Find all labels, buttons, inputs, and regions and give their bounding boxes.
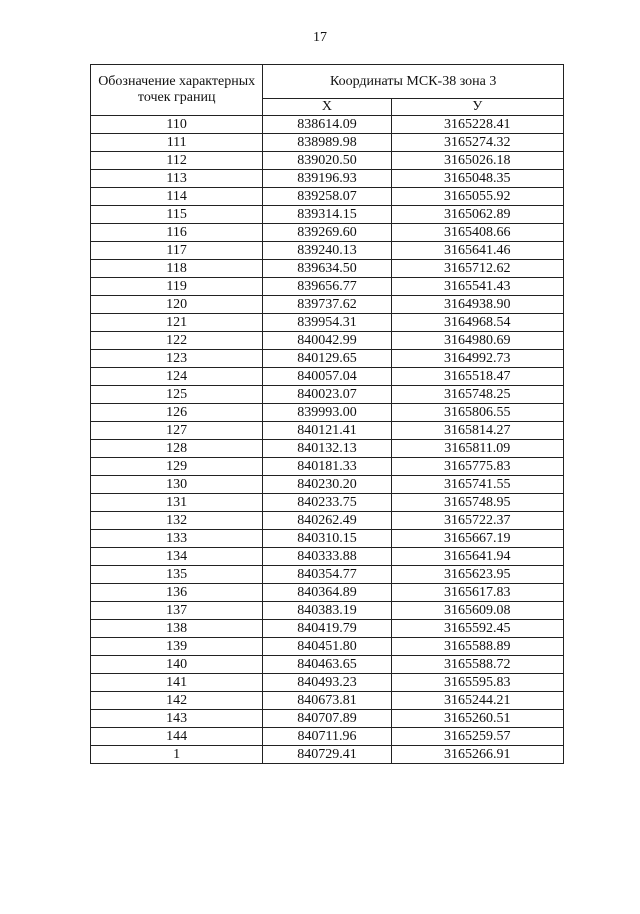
x-coordinate-cell: 840354.77 <box>263 566 391 584</box>
x-coordinate-cell: 840463.65 <box>263 656 391 674</box>
x-coordinate-cell: 839196.93 <box>263 170 391 188</box>
x-coordinate-cell: 839993.00 <box>263 404 391 422</box>
point-number-cell: 111 <box>91 134 263 152</box>
x-coordinate-cell: 840419.79 <box>263 620 391 638</box>
x-coordinate-cell: 840023.07 <box>263 386 391 404</box>
point-number-cell: 123 <box>91 350 263 368</box>
x-coordinate-cell: 840129.65 <box>263 350 391 368</box>
y-coordinate-cell: 3165641.46 <box>391 242 563 260</box>
y-coordinate-cell: 3165623.95 <box>391 566 563 584</box>
table-row <box>91 224 564 242</box>
point-number-cell: 124 <box>91 368 263 386</box>
table-row <box>91 602 564 620</box>
point-number-cell: 132 <box>91 512 263 530</box>
point-number-cell: 119 <box>91 278 263 296</box>
table-row <box>91 530 564 548</box>
y-coordinate-cell: 3165595.83 <box>391 674 563 692</box>
point-number-cell: 133 <box>91 530 263 548</box>
y-coordinate-cell: 3165048.35 <box>391 170 563 188</box>
x-coordinate-cell: 840493.23 <box>263 674 391 692</box>
x-coordinate-cell: 839737.62 <box>263 296 391 314</box>
point-number-cell: 126 <box>91 404 263 422</box>
x-coordinate-cell: 840181.33 <box>263 458 391 476</box>
x-coordinate-cell: 840364.89 <box>263 584 391 602</box>
table-row <box>91 458 564 476</box>
coordinates-table-body <box>91 116 564 764</box>
point-number-cell: 137 <box>91 602 263 620</box>
y-coordinate-cell: 3165062.89 <box>391 206 563 224</box>
point-number-cell: 139 <box>91 638 263 656</box>
point-number-cell: 140 <box>91 656 263 674</box>
point-number-cell: 114 <box>91 188 263 206</box>
y-coordinate-cell: 3165274.32 <box>391 134 563 152</box>
table-row <box>91 476 564 494</box>
x-coordinate-cell: 840042.99 <box>263 332 391 350</box>
table-row <box>91 656 564 674</box>
x-coordinate-cell: 839656.77 <box>263 278 391 296</box>
y-coordinate-cell: 3164938.90 <box>391 296 563 314</box>
y-coordinate-cell: 3165055.92 <box>391 188 563 206</box>
x-coordinate-cell: 839314.15 <box>263 206 391 224</box>
point-number-cell: 134 <box>91 548 263 566</box>
y-coordinate-cell: 3165741.55 <box>391 476 563 494</box>
point-number-cell: 121 <box>91 314 263 332</box>
y-coordinate-cell: 3164992.73 <box>391 350 563 368</box>
table-row <box>91 404 564 422</box>
point-number-cell: 129 <box>91 458 263 476</box>
table-row <box>91 350 564 368</box>
y-coordinate-cell: 3164968.54 <box>391 314 563 332</box>
x-column-header: Х <box>263 99 391 116</box>
y-coordinate-cell: 3165228.41 <box>391 116 563 134</box>
table-row <box>91 116 564 134</box>
x-coordinate-cell: 840121.41 <box>263 422 391 440</box>
y-coordinate-cell: 3165617.83 <box>391 584 563 602</box>
x-coordinate-cell: 840132.13 <box>263 440 391 458</box>
table-row <box>91 188 564 206</box>
x-coordinate-cell: 839954.31 <box>263 314 391 332</box>
point-designation-header: Обозначение характерных точек границ <box>91 65 263 116</box>
x-coordinate-cell: 840310.15 <box>263 530 391 548</box>
table-row <box>91 512 564 530</box>
point-number-cell: 136 <box>91 584 263 602</box>
point-number-cell: 120 <box>91 296 263 314</box>
point-number-cell: 131 <box>91 494 263 512</box>
point-number-cell: 117 <box>91 242 263 260</box>
y-coordinate-cell: 3165712.62 <box>391 260 563 278</box>
x-coordinate-cell: 838989.98 <box>263 134 391 152</box>
y-coordinate-cell: 3165408.66 <box>391 224 563 242</box>
x-coordinate-cell: 839258.07 <box>263 188 391 206</box>
table-row <box>91 584 564 602</box>
y-coordinate-cell: 3165609.08 <box>391 602 563 620</box>
x-coordinate-cell: 840057.04 <box>263 368 391 386</box>
y-coordinate-cell: 3165811.09 <box>391 440 563 458</box>
table-row <box>91 206 564 224</box>
y-coordinate-cell: 3165259.57 <box>391 728 563 746</box>
x-coordinate-cell: 838614.09 <box>263 116 391 134</box>
coordinates-table <box>90 64 564 764</box>
point-number-cell: 122 <box>91 332 263 350</box>
table-row <box>91 692 564 710</box>
point-number-cell: 135 <box>91 566 263 584</box>
coordinates-header: Координаты МСК-38 зона 3 <box>263 65 564 99</box>
y-coordinate-cell: 3165518.47 <box>391 368 563 386</box>
table-row <box>91 548 564 566</box>
table-row <box>91 368 564 386</box>
y-coordinate-cell: 3165806.55 <box>391 404 563 422</box>
table-row <box>91 620 564 638</box>
x-coordinate-cell: 840233.75 <box>263 494 391 512</box>
y-coordinate-cell: 3165244.21 <box>391 692 563 710</box>
x-coordinate-cell: 840707.89 <box>263 710 391 728</box>
table-row <box>91 566 564 584</box>
table-row <box>91 746 564 764</box>
point-number-cell: 142 <box>91 692 263 710</box>
point-number-cell: 144 <box>91 728 263 746</box>
y-coordinate-cell: 3165541.43 <box>391 278 563 296</box>
point-number-cell: 116 <box>91 224 263 242</box>
y-coordinate-cell: 3165588.72 <box>391 656 563 674</box>
table-row <box>91 296 564 314</box>
table-row <box>91 260 564 278</box>
table-row <box>91 674 564 692</box>
table-row <box>91 332 564 350</box>
table-row <box>91 170 564 188</box>
table-row <box>91 278 564 296</box>
y-coordinate-cell: 3164980.69 <box>391 332 563 350</box>
x-coordinate-cell: 840383.19 <box>263 602 391 620</box>
table-row <box>91 638 564 656</box>
y-coordinate-cell: 3165266.91 <box>391 746 563 764</box>
table-row <box>91 710 564 728</box>
x-coordinate-cell: 839269.60 <box>263 224 391 242</box>
table-row <box>91 422 564 440</box>
x-coordinate-cell: 839634.50 <box>263 260 391 278</box>
page-number: 17 <box>313 30 327 45</box>
point-number-cell: 1 <box>91 746 263 764</box>
point-number-cell: 115 <box>91 206 263 224</box>
y-coordinate-cell: 3165260.51 <box>391 710 563 728</box>
y-coordinate-cell: 3165667.19 <box>391 530 563 548</box>
point-number-cell: 112 <box>91 152 263 170</box>
x-coordinate-cell: 840333.88 <box>263 548 391 566</box>
point-number-cell: 128 <box>91 440 263 458</box>
point-number-cell: 127 <box>91 422 263 440</box>
x-coordinate-cell: 840262.49 <box>263 512 391 530</box>
y-coordinate-cell: 3165814.27 <box>391 422 563 440</box>
point-number-cell: 125 <box>91 386 263 404</box>
point-number-cell: 143 <box>91 710 263 728</box>
table-row <box>91 494 564 512</box>
y-column-header: У <box>391 99 563 116</box>
x-coordinate-cell: 840451.80 <box>263 638 391 656</box>
point-number-cell: 118 <box>91 260 263 278</box>
y-coordinate-cell: 3165775.83 <box>391 458 563 476</box>
point-number-cell: 113 <box>91 170 263 188</box>
y-coordinate-cell: 3165592.45 <box>391 620 563 638</box>
x-coordinate-cell: 840230.20 <box>263 476 391 494</box>
x-coordinate-cell: 839240.13 <box>263 242 391 260</box>
table-row <box>91 134 564 152</box>
table-row <box>91 440 564 458</box>
x-coordinate-cell: 839020.50 <box>263 152 391 170</box>
table-row <box>91 152 564 170</box>
table-row <box>91 242 564 260</box>
point-number-cell: 130 <box>91 476 263 494</box>
point-number-cell: 141 <box>91 674 263 692</box>
y-coordinate-cell: 3165748.95 <box>391 494 563 512</box>
x-coordinate-cell: 840729.41 <box>263 746 391 764</box>
y-coordinate-cell: 3165748.25 <box>391 386 563 404</box>
y-coordinate-cell: 3165641.94 <box>391 548 563 566</box>
x-coordinate-cell: 840673.81 <box>263 692 391 710</box>
point-number-cell: 110 <box>91 116 263 134</box>
y-coordinate-cell: 3165026.18 <box>391 152 563 170</box>
y-coordinate-cell: 3165722.37 <box>391 512 563 530</box>
table-row <box>91 314 564 332</box>
point-number-cell: 138 <box>91 620 263 638</box>
x-coordinate-cell: 840711.96 <box>263 728 391 746</box>
table-row <box>91 728 564 746</box>
y-coordinate-cell: 3165588.89 <box>391 638 563 656</box>
table-row <box>91 386 564 404</box>
